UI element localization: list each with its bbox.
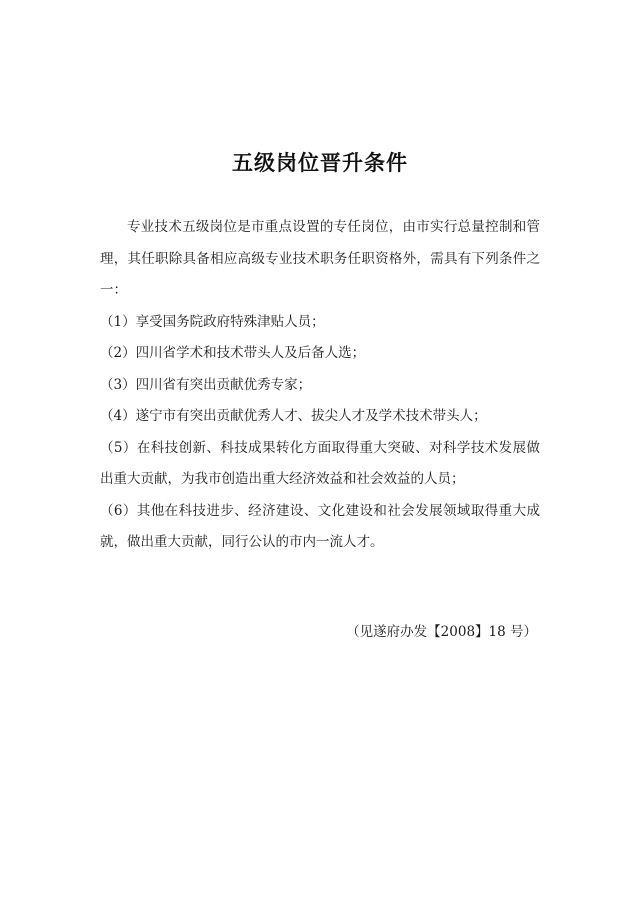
condition-item-1: （1）享受国务院政府特殊津贴人员； (100, 313, 325, 330)
document-body (100, 212, 540, 559)
condition-item-3: （3）四川省有突出贡献优秀专家； (100, 376, 312, 393)
intro-paragraph: 专业技术五级岗位是市重点设置的专任岗位，由市实行总量控制和管理，其任职除具备相应高级专业技术职务任职资格外，需具有下列条件之一： (100, 219, 540, 298)
condition-item-4: （4）遂宁市有突出贡献优秀人才、拔尖人才及学术技术带头人； (100, 408, 487, 424)
condition-item-2: （2）四川省学术和技术带头人及后备人选； (100, 345, 366, 361)
document-title: 五级岗位晋升条件 (232, 151, 408, 175)
condition-item-6: （6）其他在科技进步、经济建设、文化建设和社会发展领域取得重大成就，做出重大贡献，同行公认的市内一流人才。 (100, 502, 540, 550)
condition-item-5: （5）在科技创新、科技成果转化方面取得重大突破、对科学技术发展做出重大贡献，为我市创造出重大经济效益和社会效益的人员； (100, 439, 540, 487)
source-reference: （见遂府办发【2008】18 号） (346, 624, 537, 640)
